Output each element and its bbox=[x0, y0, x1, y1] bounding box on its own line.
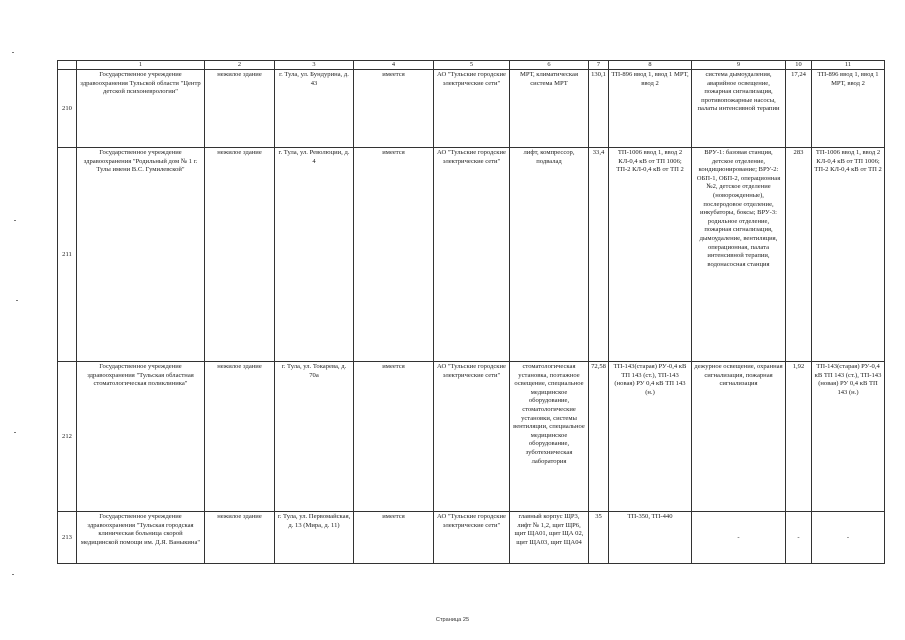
col-number-cell: 3 bbox=[275, 61, 354, 70]
address: г. Тула, ул. Первомайская, д. 13 (Мира, д. 11) bbox=[275, 512, 354, 564]
equipment: стоматологическая установка, поэтажное освещение, специальное медицинское оборудование, стоматологические установки, системы вентиляции, специальное медицинское оборудование, зуботехническая лаборатория bbox=[510, 362, 589, 512]
power-value: 35 bbox=[589, 512, 609, 564]
power-supplier: АО "Тульские городские электрические сети" bbox=[434, 362, 510, 512]
row-number: 211 bbox=[58, 148, 77, 362]
power-source: ТП-350, ТП-440 bbox=[609, 512, 692, 564]
row-number: 213 bbox=[58, 512, 77, 564]
reserve-power-value: 1,92 bbox=[786, 362, 812, 512]
col-number-cell: 5 bbox=[434, 61, 510, 70]
building-type: нежилое здание bbox=[205, 148, 275, 362]
address: г. Тула, ул. Токарева, д. 70а bbox=[275, 362, 354, 512]
critical-systems: система дымоудаления, аварийное освещение, пожарная сигнализация, противопожарные насосы, палаты интенсивной терапии bbox=[692, 70, 786, 148]
table-row bbox=[58, 148, 885, 362]
scan-speck bbox=[14, 220, 16, 221]
scan-speck bbox=[12, 574, 14, 575]
reserve-power-source: ТП-143(старая) РУ-0,4 кВ ТП 143 (ст.), ТП-143 (новая) РУ 0,4 кВ ТП 143 (н.) bbox=[812, 362, 885, 512]
table-row bbox=[58, 70, 885, 148]
power-supplier: АО "Тульские городские электрические сети" bbox=[434, 512, 510, 564]
col-number-cell: 1 bbox=[77, 61, 205, 70]
building-type: нежилое здание bbox=[205, 512, 275, 564]
organization-name: Государственное учреждение здравоохранения Тульской области "Центр детской психоневрологии" bbox=[77, 70, 205, 148]
power-value: 33,4 bbox=[589, 148, 609, 362]
power-source: ТП-896 ввод 1, ввод 1 МРТ, ввод 2 bbox=[609, 70, 692, 148]
building-type: нежилое здание bbox=[205, 70, 275, 148]
critical-systems: дежурное освещение, охранная сигнализация, пожарная сигнализация bbox=[692, 362, 786, 512]
data-table bbox=[57, 60, 885, 564]
availability: имеется bbox=[354, 512, 434, 564]
organization-name: Государственное учреждение здравоохранения "Тульская областная стоматологическая поликлиника" bbox=[77, 362, 205, 512]
critical-systems: ВРУ-1: базовая станция, детское отделение, кондиционирование; ВРУ-2: ОБП-1, ОБП-2, операционная №2, детское отделение (новорожденные), послеродовое отделение, инкубаторы, боксы; ВРУ-3: родильное отделение, пожарная сигнализация, дымоудаление, вентиляция, операционная, палата интенсивной терапии, водонасосная станция bbox=[692, 148, 786, 362]
col-number-cell: 9 bbox=[692, 61, 786, 70]
address: г. Тула, ул. Революции, д. 4 bbox=[275, 148, 354, 362]
reserve-power-source: - bbox=[812, 512, 885, 564]
reserve-power-value: - bbox=[786, 512, 812, 564]
critical-systems: - bbox=[692, 512, 786, 564]
col-number-cell: 11 bbox=[812, 61, 885, 70]
scan-speck bbox=[16, 300, 18, 301]
organization-name: Государственное учреждение здравоохранения "Тульская городская клиническая больница скорой медицинской помощи им. Д.Я. Ваныкина" bbox=[77, 512, 205, 564]
availability: имеется bbox=[354, 362, 434, 512]
col-number-cell: 10 bbox=[786, 61, 812, 70]
col-number-cell: 2 bbox=[205, 61, 275, 70]
col-blank bbox=[58, 61, 77, 70]
equipment: главный корпус ЩР3, лифт № 1,2, щит ЩР6, щит ЩА01, щит ЩА 02, щит ЩА03, щит ЩА04 bbox=[510, 512, 589, 564]
address: г. Тула, ул. Бундурина, д. 43 bbox=[275, 70, 354, 148]
reserve-power-source: ТП-896 ввод 1, ввод 1 МРТ, ввод 2 bbox=[812, 70, 885, 148]
scan-speck bbox=[14, 432, 16, 433]
page-footer: Страница 25 bbox=[435, 617, 470, 623]
reserve-power-value: 17,24 bbox=[786, 70, 812, 148]
row-number: 210 bbox=[58, 70, 77, 148]
organization-name: Государственное учреждение здравоохранения "Родильный дом № 1 г. Тулы имени В.С. Гумилевской" bbox=[77, 148, 205, 362]
power-value: 72,58 bbox=[589, 362, 609, 512]
power-source: ТП-143(старая) РУ-0,4 кВ ТП 143 (ст.), ТП-143 (новая) РУ 0,4 кВ ТП 143 (н.) bbox=[609, 362, 692, 512]
table-row bbox=[58, 512, 885, 564]
building-type: нежилое здание bbox=[205, 362, 275, 512]
col-number-cell: 4 bbox=[354, 61, 434, 70]
col-number-cell: 6 bbox=[510, 61, 589, 70]
availability: имеется bbox=[354, 148, 434, 362]
table-row bbox=[58, 362, 885, 512]
reserve-power-source: ТП-1006 ввод 1, ввод 2 КЛ-0,4 кВ от ТП 1006; ТП-2 КЛ-0,4 кВ от ТП 2 bbox=[812, 148, 885, 362]
equipment: лифт, компрессор, подвалад bbox=[510, 148, 589, 362]
power-value: 130,1 bbox=[589, 70, 609, 148]
col-number-cell: 7 bbox=[589, 61, 609, 70]
scan-speck bbox=[12, 52, 14, 53]
equipment: МРТ, климатическая система МРТ bbox=[510, 70, 589, 148]
reserve-power-value: 283 bbox=[786, 148, 812, 362]
column-number-row bbox=[58, 61, 885, 70]
col-number-cell: 8 bbox=[609, 61, 692, 70]
power-source: ТП-1006 ввод 1, ввод 2 КЛ-0,4 кВ от ТП 1006; ТП-2 КЛ-0,4 кВ от ТП 2 bbox=[609, 148, 692, 362]
availability: имеется bbox=[354, 70, 434, 148]
power-supplier: АО "Тульские городские электрические сети" bbox=[434, 148, 510, 362]
power-supplier: АО "Тульские городские электрические сети" bbox=[434, 70, 510, 148]
row-number: 212 bbox=[58, 362, 77, 512]
